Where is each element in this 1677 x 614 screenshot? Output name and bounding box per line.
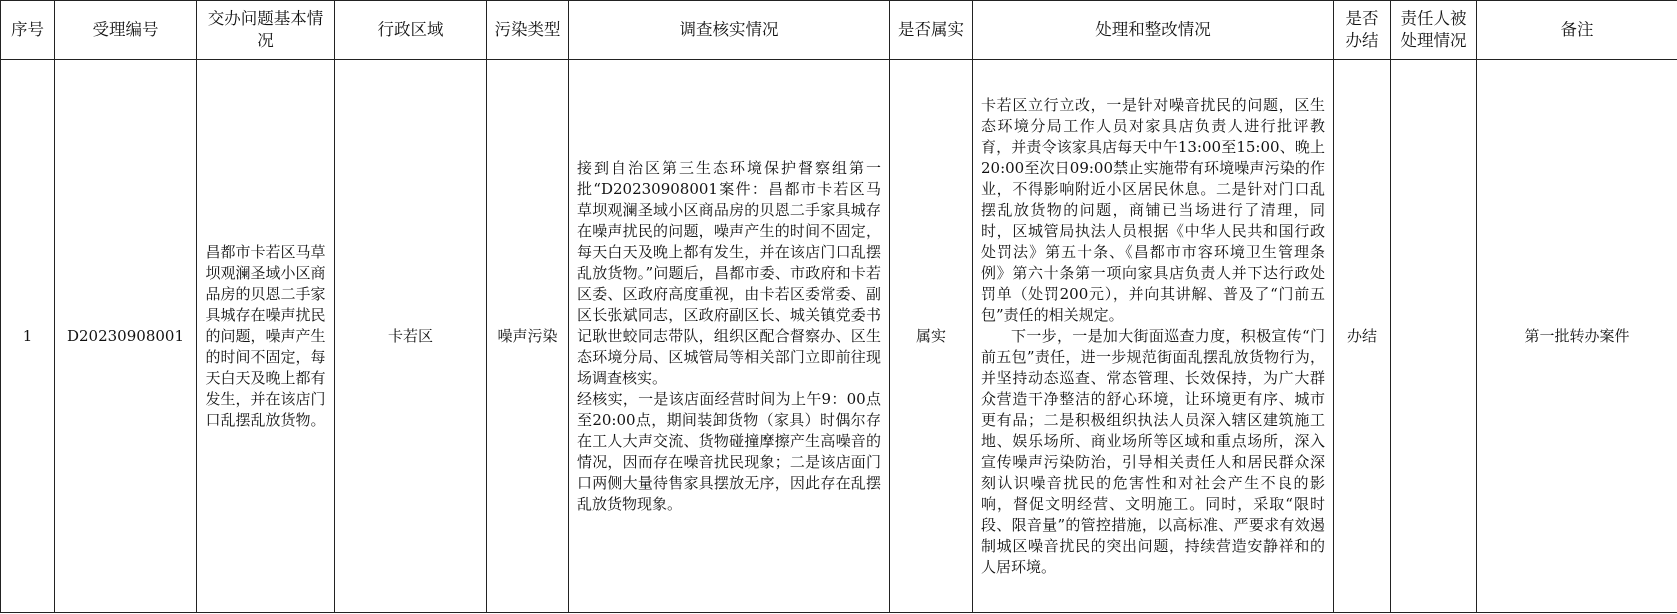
- header-remarks: 备注: [1477, 1, 1677, 60]
- header-handling: 处理和整改情况: [973, 1, 1334, 60]
- header-seq: 序号: [1, 1, 55, 60]
- cell-remarks: 第一批转办案件: [1477, 60, 1677, 613]
- cell-problem: 昌都市卡若区马草坝观澜圣域小区商品房的贝恩二手家具城存在噪声扰民的问题，噪声产生的时间不固定，每天白天及晚上都有发生，并在该店门口乱摆乱放货物。: [197, 60, 335, 613]
- cell-pollution-type: 噪声污染: [487, 60, 569, 613]
- header-pollution-type: 污染类型: [487, 1, 569, 60]
- handling-paragraph-2: 下一步，一是加大街面巡查力度，积极宣传“门前五包”责任，进一步规范街面乱摆乱放货物行为，并坚持动态巡查、常态管理、长效保持，为广大群众营造干净整洁的舒心环境，让环境更有序、城市更有品；二是积极组织执法人员深入辖区建筑施工地、娱乐场所、商业场所等区域和重点场所，深入宣传噪声污染防治，引导相关责任人和居民群众深刻认识噪音扰民的危害性和对社会产生不良的影响，督促文明经营、文明施工。同时，采取“限时段、限音量”的管控措施，以高标准、严要求有效遏制城区噪音扰民的突出问题，持续营造安静祥和的人居环境。: [981, 326, 1325, 576]
- header-investigation: 调查核实情况: [569, 1, 890, 60]
- header-accountability: 责任人被处理情况: [1391, 1, 1477, 60]
- cell-closed: 办结: [1334, 60, 1391, 613]
- header-district: 行政区域: [335, 1, 487, 60]
- cell-investigation: [569, 60, 890, 613]
- header-verified: 是否属实: [890, 1, 973, 60]
- header-problem: 交办问题基本情况: [197, 1, 335, 60]
- header-case-id: 受理编号: [55, 1, 197, 60]
- cell-seq: 1: [1, 60, 55, 613]
- cell-accountability: [1391, 60, 1477, 613]
- header-row: [1, 1, 1677, 60]
- cell-district: 卡若区: [335, 60, 487, 613]
- header-closed: 是否办结: [1334, 1, 1391, 60]
- cell-verified: 属实: [890, 60, 973, 613]
- table-row: [1, 60, 1677, 613]
- investigation-paragraph-2: 经核实，一是该店面经营时间为上午9：00点至20:00点，期间装卸货物（家具）时偶尔存在工人大声交流、货物碰撞摩擦产生高噪音的情况，因而存在噪音扰民现象；二是该店面门口两侧大量待售家具摆放无序，因此存在乱摆乱放货物现象。: [577, 389, 881, 513]
- investigation-paragraph-1: 接到自治区第三生态环境保护督察组第一批“D20230908001案件：昌都市卡若区马草坝观澜圣域小区商品房的贝恩二手家具城存在噪声扰民的问题，噪声产生的时间不固定，每天白天及晚上都有发生，并在该店门口乱摆乱放货物。”问题后，昌都市委、市政府和卡若区委、区政府高度重视，由卡若区委常委、副区长张斌同志，区政府副区长、城关镇党委书记耿世蛟同志带队，组织区配合督察办、区生态环境分局、区城管局等相关部门立即前往现场调查核实。: [577, 158, 881, 387]
- handling-paragraph-1: 卡若区立行立改，一是针对噪音扰民的问题，区生态环境分局工作人员对家具店负责人进行批评教育，并责令该家具店每天中午13:00至15:00、晚上20:00至次日09:00禁止实施带有环境噪声污染的作业，不得影响附近小区居民休息。二是针对门口乱摆乱放货物的问题，商铺已当场进行了清理，同时，区城管局执法人员根据《中华人民共和国行政处罚法》第五十条、《昌都市市容环境卫生管理条例》第六十条第一项向家具店负责人并下达行政处罚单（处罚200元），并向其讲解、普及了“门前五包”责任的相关规定。: [981, 95, 1325, 324]
- cell-case-id: D20230908001: [55, 60, 197, 613]
- cell-handling: [973, 60, 1334, 613]
